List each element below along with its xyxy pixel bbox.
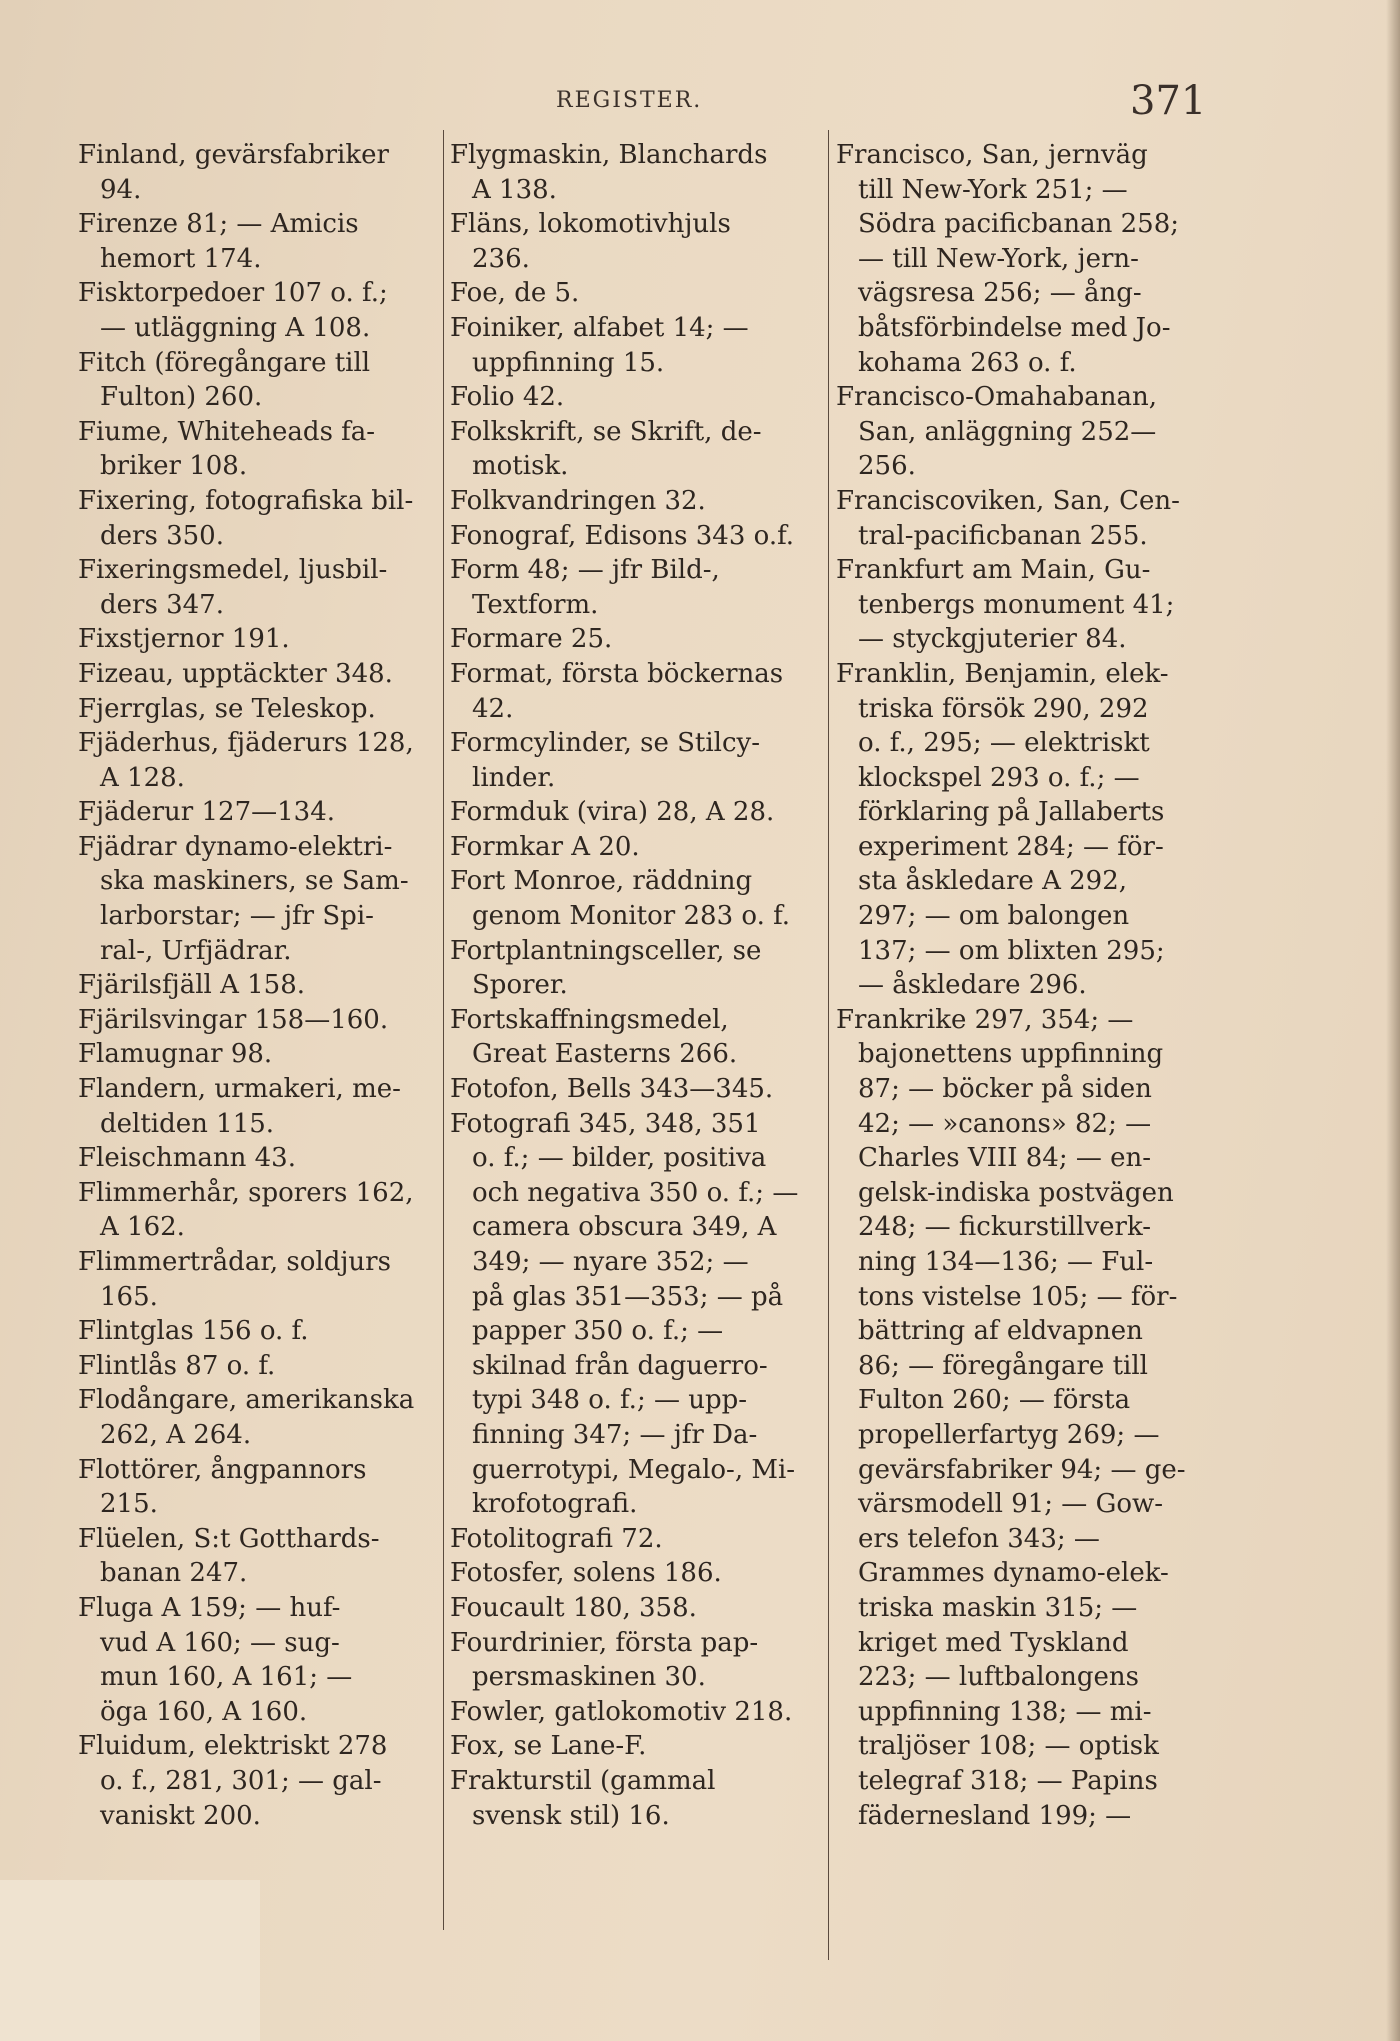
index-entry [836,657,1198,1003]
entry-headword-line: Frankrike 297, 354; — [836,1004,1134,1035]
entry-continuation-line: fädernesland 199; — [858,1800,1132,1831]
index-column-2 [450,138,822,1833]
entry-continuation-line: krofotografi. [472,1489,638,1520]
entry-continuation-line: tenbergs monument 41; [858,589,1175,620]
index-entry [450,1626,822,1695]
entry-headword-line: Fluga A 159; — huf- [78,1592,341,1623]
index-entry [78,622,440,657]
index-entry [78,1037,440,1072]
entry-continuation-line: 42. [472,693,514,724]
entry-continuation-line: 86; — föregångare till [858,1350,1148,1381]
entry-continuation-line: Textform. [472,589,599,620]
entry-continuation-line: och negativa 350 o. f.; — [472,1177,799,1208]
entry-headword-line: Fjärilsvingar 158—160. [78,1004,389,1035]
entry-continuation-line: motisk. [472,451,569,482]
entry-continuation-line: ning 134—136; — Ful- [858,1247,1154,1277]
entry-continuation-line: uppfinning 15. [472,347,665,378]
entry-continuation-line: triska maskin 315; — [858,1592,1138,1623]
index-entry [836,1003,1198,1833]
index-entry [78,1522,440,1591]
entry-continuation-line: briker 108. [100,451,248,482]
entry-headword-line: Folio 42. [450,382,565,413]
entry-headword-line: Frakturstil (gammal [450,1765,716,1796]
index-entry [450,864,822,933]
entry-continuation-line: telegraf 318; — Papins [858,1765,1158,1796]
entry-headword-line: Formkar A 20. [450,831,640,862]
entry-headword-line: Fjerrglas, se Teleskop. [78,693,376,724]
index-entry [450,1107,822,1522]
entry-continuation-line: propellerfartyg 269; — [858,1419,1160,1450]
column-divider [828,130,829,1960]
index-entry [78,1453,440,1522]
column-divider [443,130,444,1930]
entry-continuation-line: triska försök 290, 292 [858,693,1149,724]
entry-headword-line: Fowler, gatlokomotiv 218. [450,1696,793,1727]
entry-headword-line: Formcylinder, se Stilcy- [450,728,761,759]
entry-continuation-line: uppfinning 138; — mi- [858,1696,1152,1727]
index-entry [836,380,1198,484]
index-entry [78,830,440,968]
index-entry [450,276,822,311]
index-entry [836,553,1198,657]
index-entry [78,138,440,207]
entry-headword-line: Fotosfer, solens 186. [450,1558,722,1589]
entry-headword-line: Fläns, lokomotivhjuls [450,209,731,240]
index-entry [450,795,822,830]
index-entry [836,138,1198,380]
entry-headword-line: Fox, se Lane-F. [450,1731,647,1762]
entry-continuation-line: San, anläggning 252— [858,416,1157,447]
entry-headword-line: Foiniker, alfabet 14; — [450,312,749,343]
entry-headword-line: Fjäderhus, fjäderurs 128, [78,728,414,759]
entry-continuation-line: Fulton 260; — första [858,1385,1131,1416]
entry-headword-line: Formare 25. [450,624,613,655]
entry-headword-line: Flintlås 87 o. f. [78,1350,276,1381]
entry-headword-line: Franciscoviken, San, Cen- [836,485,1180,516]
entry-continuation-line: — styckgjuterier 84. [858,624,1127,655]
page-stain [0,1880,260,2041]
entry-headword-line: Formduk (vira) 28, A 28. [450,797,775,828]
entry-continuation-line: båtsförbindelse med Jo- [858,312,1171,343]
entry-headword-line: Fixstjernor 191. [78,624,290,655]
entry-headword-line: Fixering, fotografiska bil- [78,485,414,516]
entry-continuation-line: Grammes dynamo-elek- [858,1558,1169,1589]
entry-continuation-line: o. f., 281, 301; — gal- [100,1765,382,1796]
entry-headword-line: Fleischmann 43. [78,1143,296,1174]
entry-headword-line: Flamugnar 98. [78,1039,273,1070]
index-entry [450,138,822,207]
entry-continuation-line: bajonettens uppfinning [858,1039,1164,1070]
entry-continuation-line: A 162. [100,1212,185,1243]
entry-headword-line: Fixeringsmedel, ljusbil- [78,555,388,586]
entry-continuation-line: svensk stil) 16. [472,1800,670,1831]
entry-headword-line: Fluidum, elektriskt 278 [78,1731,388,1762]
entry-continuation-line: 223; — luftbalongens [858,1662,1140,1693]
entry-continuation-line: deltiden 115. [100,1108,275,1139]
entry-continuation-line: klockspel 293 o. f.; — [858,762,1140,793]
index-entry [450,553,822,622]
entry-continuation-line: genom Monitor 283 o. f. [472,901,791,932]
entry-continuation-line: mun 160, A 161; — [100,1662,353,1693]
entry-continuation-line: vaniskt 200. [100,1800,261,1831]
entry-headword-line: Foe, de 5. [450,278,580,309]
index-entry [450,1729,822,1764]
entry-continuation-line: bättring af eldvapnen [858,1316,1143,1347]
entry-continuation-line: persmaskinen 30. [472,1662,706,1693]
entry-headword-line: Folkvandringen 32. [450,485,706,516]
entry-headword-line: Format, första böckernas [450,658,784,689]
entry-continuation-line: ral-, Urfjädrar. [100,935,292,966]
index-entry [78,1729,440,1833]
index-entry [78,795,440,830]
entry-continuation-line: kohama 263 o. f. [858,347,1077,378]
index-entry [450,657,822,726]
entry-continuation-line: experiment 284; — för- [858,831,1164,862]
entry-headword-line: Folkskrift, se Skrift, de- [450,416,762,447]
entry-continuation-line: ska maskiners, se Sam- [100,866,409,897]
index-entry [78,657,440,692]
entry-continuation-line: ders 347. [100,589,224,620]
index-entry [450,1556,822,1591]
entry-continuation-line: Sporer. [472,970,568,1001]
index-entry [78,692,440,727]
index-entry [78,484,440,553]
entry-continuation-line: A 138. [472,174,557,205]
entry-headword-line: Firenze 81; — Amicis [78,209,359,240]
entry-headword-line: Fotofon, Bells 343—345. [450,1074,774,1105]
index-entry [836,484,1198,553]
entry-headword-line: Flottörer, ångpannors [78,1454,367,1485]
entry-continuation-line: 256. [858,451,916,482]
index-entry [78,415,440,484]
entry-continuation-line: 248; — fickurstillverk- [858,1212,1152,1243]
index-entry [450,726,822,795]
entry-headword-line: Fjädrar dynamo-elektri- [78,831,393,862]
running-head: REGISTER. [556,88,703,113]
index-entry [78,1314,440,1349]
entry-headword-line: Foucault 180, 358. [450,1592,697,1623]
entry-continuation-line: på glas 351—353; — på [472,1281,784,1312]
entry-headword-line: Fitch (föregångare till [78,347,371,378]
entry-headword-line: Flintglas 156 o. f. [78,1316,309,1347]
entry-headword-line: Fizeau, upptäckter 348. [78,658,393,689]
entry-headword-line: Francisco-Omahabanan, [836,382,1158,413]
entry-continuation-line: gelsk-indiska postvägen [858,1177,1174,1208]
index-entry [78,553,440,622]
entry-headword-line: Fjärilsfjäll A 158. [78,970,306,1001]
entry-headword-line: Form 48; — jfr Bild-, [450,555,720,586]
entry-continuation-line: o. f.; — bilder, positiva [472,1143,767,1174]
index-entry [450,1003,822,1072]
page-header [0,78,1400,124]
index-entry [78,1349,440,1384]
entry-headword-line: Fisktorpedoer 107 o. f.; [78,278,388,309]
index-entry [450,1764,822,1833]
entry-headword-line: Flandern, urmakeri, me- [78,1074,401,1105]
entry-continuation-line: 297; — om balongen [858,901,1130,932]
entry-continuation-line: tral-pacificbanan 255. [858,520,1148,551]
entry-headword-line: Fotografi 345, 348, 351 [450,1108,761,1139]
entry-continuation-line: finning 347; — jfr Da- [472,1419,758,1450]
index-entry [78,207,440,276]
entry-continuation-line: 236. [472,243,530,274]
entry-continuation-line: förklaring på Jallaberts [858,797,1165,828]
index-entry [78,1245,440,1314]
entry-continuation-line: 87; — böcker på siden [858,1074,1152,1105]
index-entry [78,1141,440,1176]
entry-continuation-line: larborstar; — jfr Spi- [100,901,374,932]
entry-continuation-line: Great Easterns 266. [472,1039,738,1070]
entry-headword-line: Flygmaskin, Blanchards [450,140,768,170]
index-entry [450,1695,822,1730]
entry-continuation-line: 42; — »canons» 82; — [858,1108,1152,1139]
index-entry [450,484,822,519]
entry-continuation-line: 215. [100,1489,158,1520]
entry-continuation-line: 262, A 264. [100,1419,252,1450]
entry-continuation-line: o. f., 295; — elektriskt [858,728,1150,759]
entry-headword-line: Flimmertrådar, soldjurs [78,1247,391,1277]
entry-continuation-line: sta åskledare A 292, [858,866,1128,897]
entry-continuation-line: värsmodell 91; — Gow- [858,1489,1164,1520]
index-entry [450,622,822,657]
entry-continuation-line: 349; — nyare 352; — [472,1247,749,1277]
entry-headword-line: Fortplantningsceller, se [450,935,762,966]
entry-continuation-line: hemort 174. [100,243,262,274]
index-entry [450,380,822,415]
index-entry [78,1176,440,1245]
entry-continuation-line: traljöser 108; — optisk [858,1731,1159,1762]
index-entry [450,1522,822,1557]
entry-headword-line: Fjäderur 127—134. [78,797,336,828]
entry-continuation-line: Charles VIII 84; — en- [858,1143,1152,1174]
entry-headword-line: Fourdrinier, första pap- [450,1627,759,1658]
index-entry [450,311,822,380]
entry-continuation-line: tons vistelse 105; — för- [858,1281,1178,1312]
entry-headword-line: Fort Monroe, räddning [450,866,753,897]
entry-continuation-line: papper 350 o. f.; — [472,1316,724,1347]
index-entry [450,934,822,1003]
entry-continuation-line: vägsresa 256; — ång- [858,278,1142,309]
page-edge-shadow [1386,0,1400,2041]
entry-headword-line: Finland, gevärsfabriker [78,140,389,170]
index-entry [78,276,440,345]
entry-continuation-line: — till New-York, jern- [858,243,1139,274]
entry-continuation-line: ers telefon 343; — [858,1523,1100,1554]
entry-headword-line: Fotolitografi 72. [450,1523,663,1554]
index-entry [450,830,822,865]
entry-continuation-line: banan 247. [100,1558,248,1589]
entry-headword-line: Flimmerhår, sporers 162, [78,1177,414,1208]
entry-continuation-line: linder. [472,762,556,793]
index-entry [78,1003,440,1038]
entry-headword-line: Fonograf, Edisons 343 o.f. [450,520,795,551]
entry-continuation-line: A 128. [100,762,185,793]
page-number: 371 [1130,78,1207,124]
index-entry [450,207,822,276]
index-column-1 [78,138,440,1833]
entry-continuation-line: guerrotypi, Megalo-, Mi- [472,1454,796,1485]
entry-continuation-line: — utläggning A 108. [100,312,371,343]
entry-continuation-line: gevärsfabriker 94; — ge- [858,1454,1186,1485]
entry-continuation-line: vud A 160; — sug- [100,1627,340,1658]
entry-continuation-line: typi 348 o. f.; — upp- [472,1385,748,1416]
entry-headword-line: Flodångare, amerikanska [78,1385,415,1416]
index-entry [78,968,440,1003]
index-entry [450,415,822,484]
entry-headword-line: Fiume, Whiteheads fa- [78,416,376,447]
index-entry [78,726,440,795]
entry-continuation-line: 137; — om blixten 295; [858,935,1165,966]
index-column-3 [836,138,1198,1833]
entry-continuation-line: öga 160, A 160. [100,1696,308,1727]
index-entry [78,1072,440,1141]
entry-headword-line: Flüelen, S:t Gotthards- [78,1523,380,1554]
entry-headword-line: Franklin, Benjamin, elek- [836,658,1169,689]
entry-continuation-line: till New-York 251; — [858,174,1128,205]
index-entry [450,1072,822,1107]
entry-continuation-line: skilnad från daguerro- [472,1350,768,1381]
entry-continuation-line: 94. [100,174,142,205]
entry-headword-line: Frankfurt am Main, Gu- [836,555,1151,586]
entry-continuation-line: Fulton) 260. [100,382,263,413]
entry-continuation-line: kriget med Tyskland [858,1627,1129,1658]
index-entry [450,1591,822,1626]
entry-headword-line: Francisco, San, jernväg [836,140,1148,170]
entry-continuation-line: ders 350. [100,520,224,551]
index-entry [78,346,440,415]
entry-headword-line: Fortskaffningsmedel, [450,1004,729,1035]
entry-continuation-line: camera obscura 349, A [472,1212,777,1243]
entry-continuation-line: 165. [100,1281,158,1312]
index-entry [78,1383,440,1452]
index-entry [78,1591,440,1729]
entry-continuation-line: — åskledare 296. [858,970,1087,1001]
index-entry [450,519,822,554]
entry-continuation-line: Södra pacificbanan 258; [858,209,1180,240]
